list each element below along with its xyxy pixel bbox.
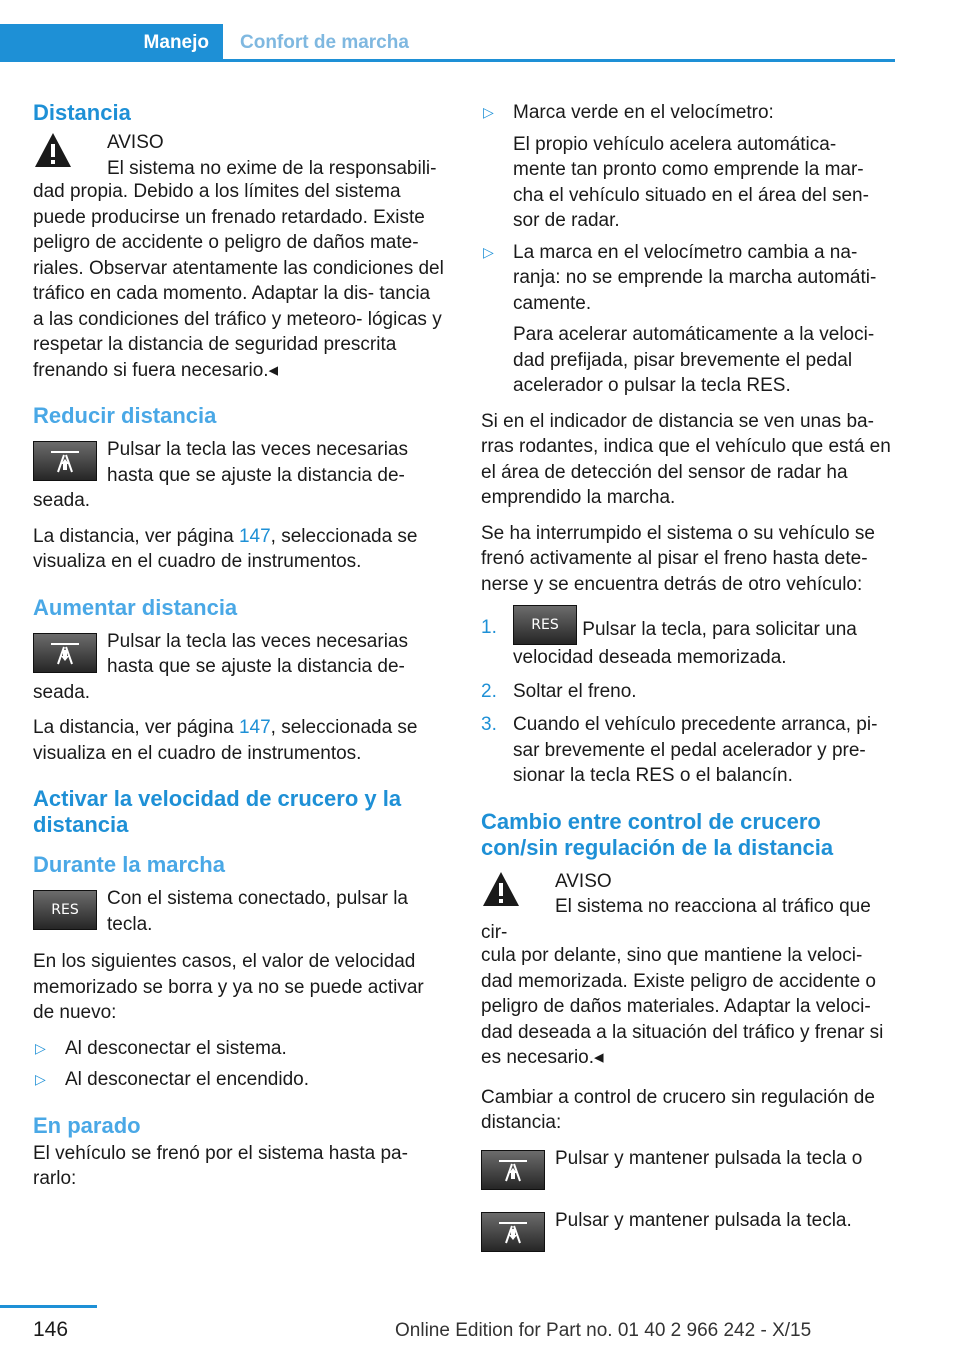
list-item: ▷ Al desconectar el sistema. — [33, 1036, 445, 1062]
casos-list — [33, 1036, 445, 1093]
page-number: 146 — [33, 1318, 69, 1341]
heading-reducir: Reducir distancia — [33, 403, 217, 428]
bullet-triangle-icon: ▷ — [35, 1071, 46, 1087]
marca-list — [481, 100, 893, 399]
bullet-triangle-icon: ▷ — [35, 1039, 46, 1056]
warning-triangle-icon — [481, 869, 545, 913]
interrumpido-text: Se ha interrumpido el sistema o su vehículo se frenó activamente al pisar el freno hasta dete‐ nerse y se encuentra detrás de otro vehículo: — [481, 522, 875, 595]
page-header — [0, 24, 895, 62]
left-column — [33, 100, 445, 1202]
list-item: 1. RES Pulsar la tecla, para solicitar una velocidad deseada memorizada. — [481, 615, 893, 671]
bullet-triangle-icon: ▷ — [483, 243, 494, 260]
list-item: ▷ Marca verde en el velocímetro: El propio vehículo acelera automática‐ mente tan pronto como emprende la mar‐ cha el vehículo situado en el área del sen‐ sor de radar. — [483, 102, 869, 231]
pulsar-tecla-text: Pulsar y mantener pulsada la tecla. — [555, 1209, 852, 1231]
pulsar-tecla-block — [481, 1208, 893, 1256]
res-button-icon: RES — [33, 890, 97, 930]
ref-text: La distancia, ver página — [33, 717, 239, 738]
page-link-147[interactable]: 147 — [238, 717, 271, 738]
ref-text-end: , seleccionada se visualiza en el cuadro de instrumentos. — [33, 717, 418, 764]
parado-text: El vehículo se frenó por el sistema hasta pa‐ rarlo: — [33, 1142, 408, 1189]
warning-text: dad propia. Debido a los límites del sistema puede producirse un frenado retardado. Existe peligro de accidente o peligro de daños mate‐ riales. Observar atentamente las condiciones del tráfico en cada momento. Adaptar la dis‐ tancia a las condiciones del tráfico y meteoro‐ lógicas y respetar la distancia de seguridad prescrita frenando si fuera necesario.◂ — [33, 181, 444, 381]
distance-decrease-button-icon — [481, 1150, 545, 1190]
warning-text: cula por delante, sino que mantiene la veloci‐ dad memorizada. Existe peligro de accidente o peligro de daños materiales. Adaptar la veloci‐ dad deseada a la situación del tráfico y frenar si es necesario.◂ — [481, 945, 884, 1068]
list-item: ▷ La marca en el velocímetro cambia a na‐ ranja: no se emprende la marcha automáti‐ camente. Para acelerar automáticamente a la veloci‐ dad prefijada, pisar brevemente el pedal acelerador o pulsar la tecla RES. — [483, 241, 877, 396]
bullet-triangle-icon: ▷ — [483, 104, 494, 120]
aumentar-text-end: seada. — [33, 681, 91, 703]
list-item: 3. Cuando el vehículo precedente arranca, pi‐ sar brevemente el pedal acelerador y pre‐ sionar la tecla RES o el balancín. — [481, 714, 878, 786]
durante-text: Con el sistema conectado, pulsar la tecla. — [107, 888, 408, 935]
aumentar-block — [33, 629, 445, 706]
pulsar-o-block — [481, 1146, 893, 1194]
res-button-icon: RES — [513, 605, 577, 645]
reducir-reference — [33, 524, 445, 575]
reducir-text: Pulsar la tecla las veces necesarias hasta que se ajuste la distancia de‐ — [107, 439, 408, 486]
pulsar-o-text: Pulsar y mantener pulsada la tecla o — [555, 1147, 863, 1169]
reducir-text-end: seada. — [33, 490, 91, 511]
page-link-147[interactable]: 147 — [238, 525, 271, 547]
distance-increase-button-icon — [33, 633, 97, 673]
casos-text: En los siguientes casos, el valor de velocidad memorizado se borra y ya no se puede activar de nuevo: — [33, 951, 424, 1023]
distance-increase-button-icon — [481, 1212, 545, 1252]
list-item: 2. Soltar el freno. — [481, 680, 637, 702]
heading-activar: Activar la velocidad de crucero y la distancia — [33, 786, 402, 837]
heading-distancia: Distancia — [33, 100, 131, 125]
heading-aumentar: Aumentar distancia — [33, 594, 238, 620]
warning-text-first: El sistema no exime de la responsabili‐ — [107, 157, 437, 179]
footer-rule — [0, 1305, 97, 1308]
barras-text: Si en el indicador de distancia se ven unas ba‐ rras rodantes, indica que el vehículo que está en el área de detección del sensor de radar ha emprendido la marcha. — [481, 410, 891, 508]
section-tab-confort[interactable]: Confort de marcha — [240, 32, 409, 53]
warning-triangle-icon — [33, 130, 97, 174]
warning-text-first: El sistema no reacciona al tráfico que cir‐ — [481, 896, 871, 943]
cambiar-text: Cambiar a control de crucero sin regulación de distancia: — [481, 1086, 875, 1133]
aumentar-reference — [33, 715, 445, 766]
distance-decrease-button-icon — [33, 441, 97, 481]
warning-label: AVISO — [107, 132, 164, 153]
warning-label: AVISO — [555, 870, 612, 892]
warning-notice — [481, 869, 893, 1071]
heading-parado: En parado — [33, 1112, 141, 1138]
ref-text-end: , seleccionada se visualiza en el cuadro de instrumentos. — [33, 525, 418, 572]
section-tab-manejo[interactable]: Manejo — [0, 24, 223, 62]
ref-text: La distancia, ver página — [33, 525, 239, 547]
heading-durante: Durante la marcha — [33, 852, 225, 877]
edition-text: Online Edition for Part no. 01 40 2 966 242 - X/15 — [395, 1320, 812, 1341]
right-column — [481, 100, 893, 1256]
list-item: ▷ Al desconectar el encendido. — [33, 1067, 445, 1093]
heading-cambio: Cambio entre control de crucero con/sin regulación de la distancia — [481, 808, 834, 860]
reducir-block — [33, 437, 445, 514]
aumentar-text: Pulsar la tecla las veces necesarias hasta que se ajuste la distancia de‐ — [107, 630, 408, 677]
durante-block — [33, 886, 445, 937]
steps-list — [481, 615, 893, 789]
warning-notice — [33, 130, 445, 383]
